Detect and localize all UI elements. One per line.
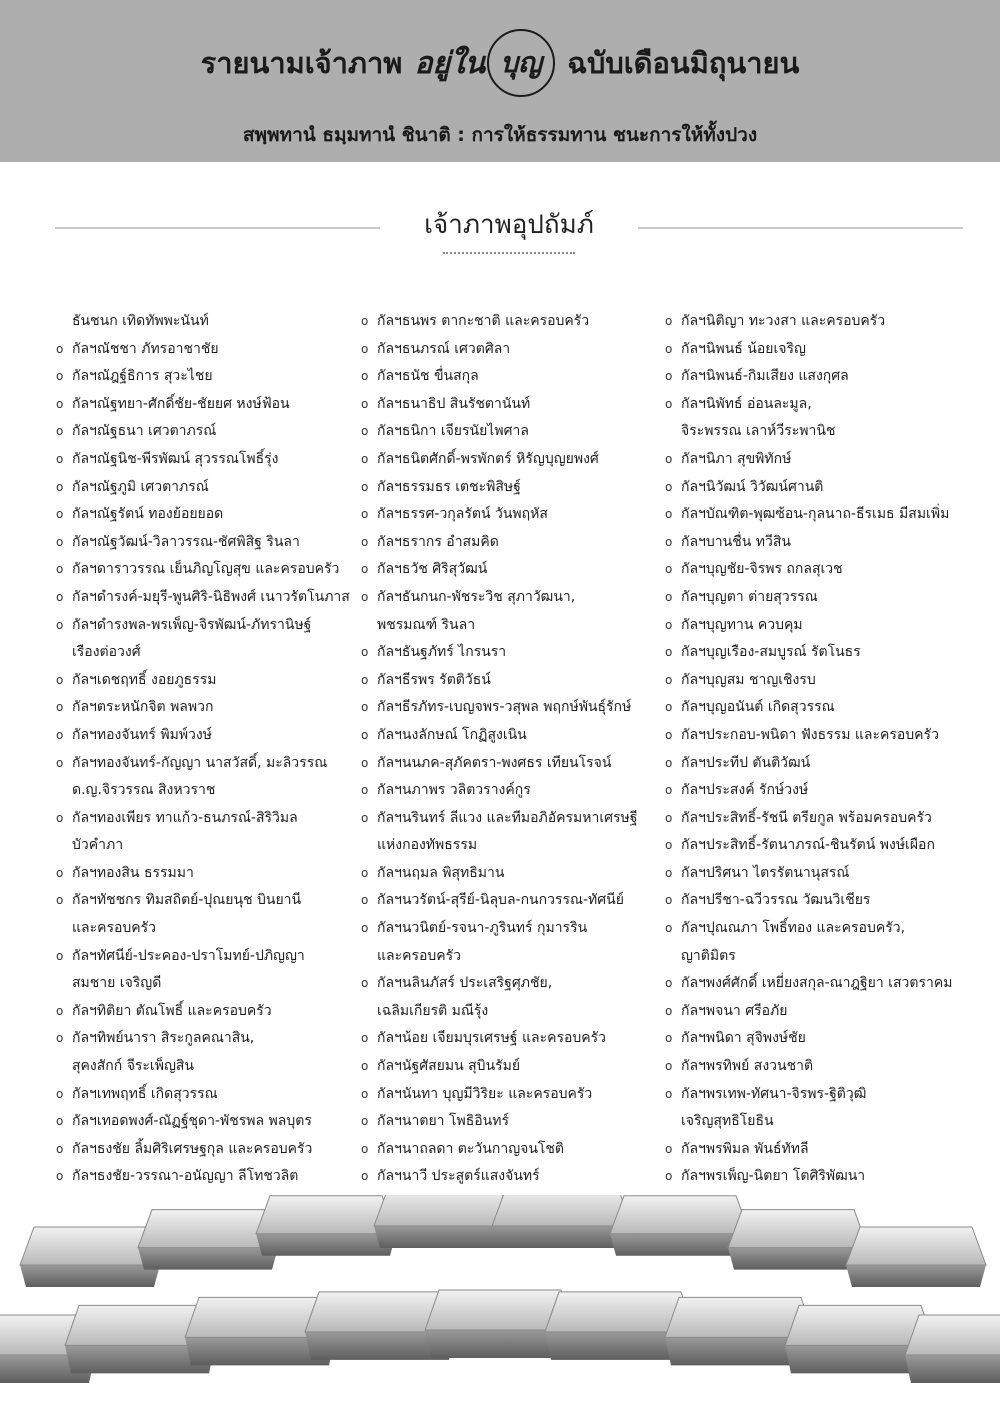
dotted-underline — [443, 252, 575, 254]
donor-name: o กัลฯบุญอนันต์ เกิดสุวรรณ — [667, 694, 967, 722]
donor-name: o กัลฯนันทา บุญมีวิริยะ และครอบครัว — [363, 1081, 658, 1109]
donor-name: o กัลฯปุณณภา โพธิ์ทอง และครอบครัว, — [667, 915, 967, 943]
donor-name: o กัลฯทัชชกร ทิมสถิตย์-ปุณยนุช บินยานี — [58, 887, 353, 915]
donor-column-2 — [363, 308, 658, 1191]
donor-name: o กัลฯณัฐทยา-ศักดิ์ชัย-ชัยยศ หงษ์ฟ้อน — [58, 391, 353, 419]
donor-name: o กัลฯนวนิตย์-รจนา-ภูรินทร์ กุมารริน — [363, 915, 658, 943]
donor-name: o กัลฯบุญชัย-จิรพร ถกลสุเวช — [667, 556, 967, 584]
donor-name: แห่งกองทัพธรรม — [377, 837, 478, 854]
donor-name: เรืองต่อวงศ์ — [72, 644, 141, 661]
donor-name: o กัลฯธนาธิป สินรัชตานันท์ — [363, 391, 658, 419]
donor-name: o กัลฯพรเทพ-ทัศนา-จิรพร-ฐิติวุฒิ — [667, 1081, 967, 1109]
donor-column-1 — [58, 308, 353, 1191]
metal-bar — [846, 1227, 986, 1287]
donor-name: o กัลฯนัฐศัสยมน สุบินรัมย์ — [363, 1053, 658, 1081]
donor-name: o กัลฯเดชฤทธิ์ งอยภูธรรม — [58, 667, 353, 695]
donor-name: o กัลฯนาถลดา ตะวันกาญจนโชติ — [363, 1136, 658, 1164]
donor-name: o กัลฯพนิดา สุจิพงษ์ชัย — [667, 1025, 967, 1053]
donor-name: o กัลฯพจนา ศรีอภัย — [667, 998, 967, 1026]
donor-name: o กัลฯบานชื่น ทวีสิน — [667, 529, 967, 557]
donor-name: o กัลฯประกอบ-พนิดา ฟังธรรม และครอบครัว — [667, 722, 967, 750]
gold-bars-image — [0, 1195, 1000, 1405]
logo-ring — [487, 29, 555, 97]
donor-name: o กัลฯปรีชา-ฉวีวรรณ วัฒนวิเชียร — [667, 887, 967, 915]
donor-name: o กัลฯดาราวรรณ เย็นภิญโญสุข และครอบครัว — [58, 556, 353, 584]
donor-name: o กัลฯนิวัฒน์ วิวัฒน์ศานติ — [667, 474, 967, 502]
donor-name: o กัลฯนาตยา โพธิอินทร์ — [363, 1108, 658, 1136]
donor-name: o กัลฯธนัช ขื่นสกุล — [363, 363, 658, 391]
header-banner — [0, 0, 1000, 162]
donor-name: พชรมณฑ์ รินลา — [377, 616, 476, 633]
donor-name: o กัลฯณัฐวัฒน์-วิลาวรรณ-ชัศพิสิฐ รินลา — [58, 529, 353, 557]
title-right: ฉบับเดือนมิถุนายน — [567, 46, 800, 80]
donor-name: สมชาย เจริญดี — [72, 975, 162, 992]
donor-name: o กัลฯดำรงพล-พรเพ็ญ-จิรพัฒน์-ภัทรานิษฐ์ — [58, 612, 353, 640]
donor-name: o กัลฯธวัช ศิริสุวัฒน์ — [363, 556, 658, 584]
donor-name: o กัลฯณัชชา ภัทรอาชาชัย — [58, 336, 353, 364]
donor-name: o กัลฯณัฐนิช-พีรพัฒน์ สุวรรณโพธิ์รุ่ง — [58, 446, 353, 474]
donor-name: o กัลฯประสิทธิ์-รัตนาภรณ์-ชินรัตน์ พงษ์เผือก — [667, 832, 967, 860]
donor-name: o กัลฯเทพฤทธิ์ เกิดสุวรรณ — [58, 1081, 353, 1109]
magazine-logo — [414, 29, 555, 97]
donor-name: o กัลฯบุญทาน ควบคุม — [667, 612, 967, 640]
donor-name: o กัลฯธันฐภัทร์ ไกรนรา — [363, 639, 658, 667]
donor-name: o กัลฯทัศนีย์-ประคอง-ปราโมทย์-ปภิญญา — [58, 943, 353, 971]
logo-word-1: อยู่ใน — [414, 45, 486, 81]
donor-name: o กัลฯนงลักษณ์ โกฏิสูงเนิน — [363, 722, 658, 750]
donor-name: o กัลฯนิภา สุขพิทักษ์ — [667, 446, 967, 474]
donor-name: o กัลฯณัฐรัตน์ ทองย้อยยอด — [58, 501, 353, 529]
divider-left — [55, 227, 380, 229]
donor-name: o กัลฯธีรพร รัตติวัธน์ — [363, 667, 658, 695]
donor-name: o กัลฯบุญเรือง-สมบูรณ์ รัตโนธร — [667, 639, 967, 667]
donor-name: o กัลฯทองเพียร ทาแก้ว-ธนภรณ์-สิริวิมล — [58, 805, 353, 833]
donor-name: o กัลฯทองจันทร์-กัญญา นาสวัสดิ์, มะลิวรรณ — [58, 750, 353, 778]
donor-name: o กัลฯบุญสม ชาญเชิงรบ — [667, 667, 967, 695]
donor-column-3 — [667, 308, 967, 1191]
donor-name: o กัลฯธนิกา เจียรนัยไพศาล — [363, 418, 658, 446]
donor-name: o กัลฯนิพนธ์ น้อยเจริญ — [667, 336, 967, 364]
divider-right — [638, 227, 963, 229]
donor-name: o กัลฯณัฎฐ์ธิการ สุวะไชย — [58, 363, 353, 391]
donor-name: o กัลฯธีรภัทร-เบญจพร-วสุพล พฤกษ์พันธุ์รักษ์ — [363, 694, 658, 722]
title-left: รายนามเจ้าภาพ — [200, 46, 403, 80]
donor-name: o กัลฯนรินทร์ ลีแวง และทีมอภิอัครมหาเศรษฐี — [363, 805, 658, 833]
donor-name: o กัลฯธรากร อำสมคิด — [363, 529, 658, 557]
donor-name: o กัลฯทิติยา ตัณโพธิ์ และครอบครัว — [58, 998, 353, 1026]
donor-name: จิระพรรณ เลาห์วีระพานิช — [681, 423, 836, 440]
metal-bar — [20, 1227, 160, 1287]
donor-name: o กัลฯทองจันทร์ พิมพ์วงษ์ — [58, 722, 353, 750]
donor-name: o กัลฯธรรศ-วกุลรัตน์ วันพฤหัส — [363, 501, 658, 529]
donor-name: o กัลฯตระหนักจิต พลพวก — [58, 694, 353, 722]
donor-name: o กัลฯนฤมล พิสุทธิมาน — [363, 860, 658, 888]
metal-bar — [905, 1315, 1000, 1383]
donor-name: o กัลฯนภาพร วลิตวรางค์กูร — [363, 777, 658, 805]
donor-name: o กัลฯธงชัย-วรรณา-อนัญญา ลีโทชวลิต — [58, 1163, 353, 1191]
donor-name: o กัลฯนนภค-สุภัคตรา-พงศธร เทียนโรจน์ — [363, 750, 658, 778]
donor-name: o กัลฯธนิตศักดิ์-พรพักตร์ หิรัญบุญยพงศ์ — [363, 446, 658, 474]
donor-name: o กัลฯปริศนา ไตรรัตนานุสรณ์ — [667, 860, 967, 888]
donor-name: ด.ญ.จิรวรรณ สิงหวราช — [72, 782, 216, 799]
donor-name: สุคงสักก์ จีระเพ็ญสิน — [72, 1058, 194, 1075]
metal-bar — [728, 1210, 868, 1270]
section-title: เจ้าภาพอุปถัมภ์ — [424, 210, 594, 240]
donor-name: o กัลฯนิติญา ทะวงสา และครอบครัว — [667, 308, 967, 336]
donor-name: บัวคำภา — [72, 837, 124, 854]
metal-bar — [374, 1195, 514, 1248]
donor-name: o กัลฯน้อย เจียมบุรเศรษฐ์ และครอบครัว — [363, 1025, 658, 1053]
donor-name: o กัลฯประสิทธิ์-รัชนี ตรียกูล พร้อมครอบครัว — [667, 805, 967, 833]
section-heading — [55, 200, 963, 260]
donor-name: o กัลฯนวรัตน์-สุรีย์-นิลุบล-กนกวรรณ-ทัศนีย์ — [363, 887, 658, 915]
donor-name: o กัลฯเทอดพงศ์-ณัฏฐ์ชุดา-พัชรพล พลบุตร — [58, 1108, 353, 1136]
donor-name: o กัลฯประสงค์ รักษ์วงษ์ — [667, 777, 967, 805]
donor-name: o กัลฯณัฐธนา เศวตาภรณ์ — [58, 418, 353, 446]
donor-name: o กัลฯธรรมธร เตชะพิสิษฐ์ — [363, 474, 658, 502]
donor-name: o กัลฯนลินภัสร์ ประเสริฐศุภชัย, — [363, 970, 658, 998]
donor-name: o กัลฯบัณฑิต-พุฒซ้อน-กุลนาถ-ธีรเมธ มีสมเพิ่ม — [667, 501, 967, 529]
donor-name: o กัลฯพรเพ็ญ-นิตยา โตศิริพัฒนา — [667, 1163, 967, 1191]
logo-word-2: บุญ — [500, 46, 543, 79]
donor-name: o กัลฯทองสิน ธรรมมา — [58, 860, 353, 888]
metal-bar — [138, 1210, 278, 1270]
donor-name: ญาติมิตร — [681, 947, 736, 964]
donor-name: o กัลฯณัฐภูมิ เศวตาภรณ์ — [58, 474, 353, 502]
donor-name: เจริญสุทธิโยธิน — [681, 1113, 774, 1130]
donor-name: o กัลฯนิพัทธ์ อ่อนละมูล, — [667, 391, 967, 419]
donor-name: o กัลฯประทีป ตันติวัฒน์ — [667, 750, 967, 778]
page-subtitle: สพฺพทานํ ธมฺมทานํ ชินาติ : การให้ธรรมทาน ชนะการให้ทั้งปวง — [242, 124, 758, 146]
donor-name: o กัลฯดำรงค์-มยุรี-พูนศิริ-นิธิพงศ์ เนาวรัตโนภาส — [58, 584, 353, 612]
donor-name: o กัลฯธงชัย ลิ้มศิริเศรษฐกุล และครอบครัว — [58, 1136, 353, 1164]
donor-name: และครอบครัว — [72, 920, 157, 937]
donor-name: o กัลฯพรพิมล พันธ์ทัทลี — [667, 1136, 967, 1164]
metal-bar — [492, 1195, 632, 1248]
donor-name: o กัลฯบุญตา ต่ายสุวรรณ — [667, 584, 967, 612]
donor-name: และครอบครัว — [377, 947, 462, 964]
donor-name: o กัลฯพงศ์ศักดิ์ เหยี่ยงสกุล-ณาฎฐิยา เสวตราคม — [667, 970, 967, 998]
page-title — [0, 30, 1000, 96]
donor-name: o กัลฯพรทิพย์ สงวนชาติ — [667, 1053, 967, 1081]
donor-name: o กัลฯนิพนธ์-กิมเสียง แสงกุศล — [667, 363, 967, 391]
donor-name: ธันชนก เทิดทัพพะนันท์ — [72, 313, 209, 329]
donor-name: o กัลฯนาวี ประสูตร์แสงจันทร์ — [363, 1163, 658, 1191]
donor-name: o กัลฯธันกนก-พัชระวิช สุภาวัฒนา, — [363, 584, 658, 612]
donor-name: o กัลฯทิพย์นารา สิระกูลคณาสิน, — [58, 1025, 353, 1053]
donor-name: o กัลฯธนภรณ์ เศวตศิลา — [363, 336, 658, 364]
donor-name: เฉลิมเกียรติ มณีรุ้ง — [377, 1002, 489, 1019]
donor-name: o กัลฯธนพร ตากะชาติ และครอบครัว — [363, 308, 658, 336]
